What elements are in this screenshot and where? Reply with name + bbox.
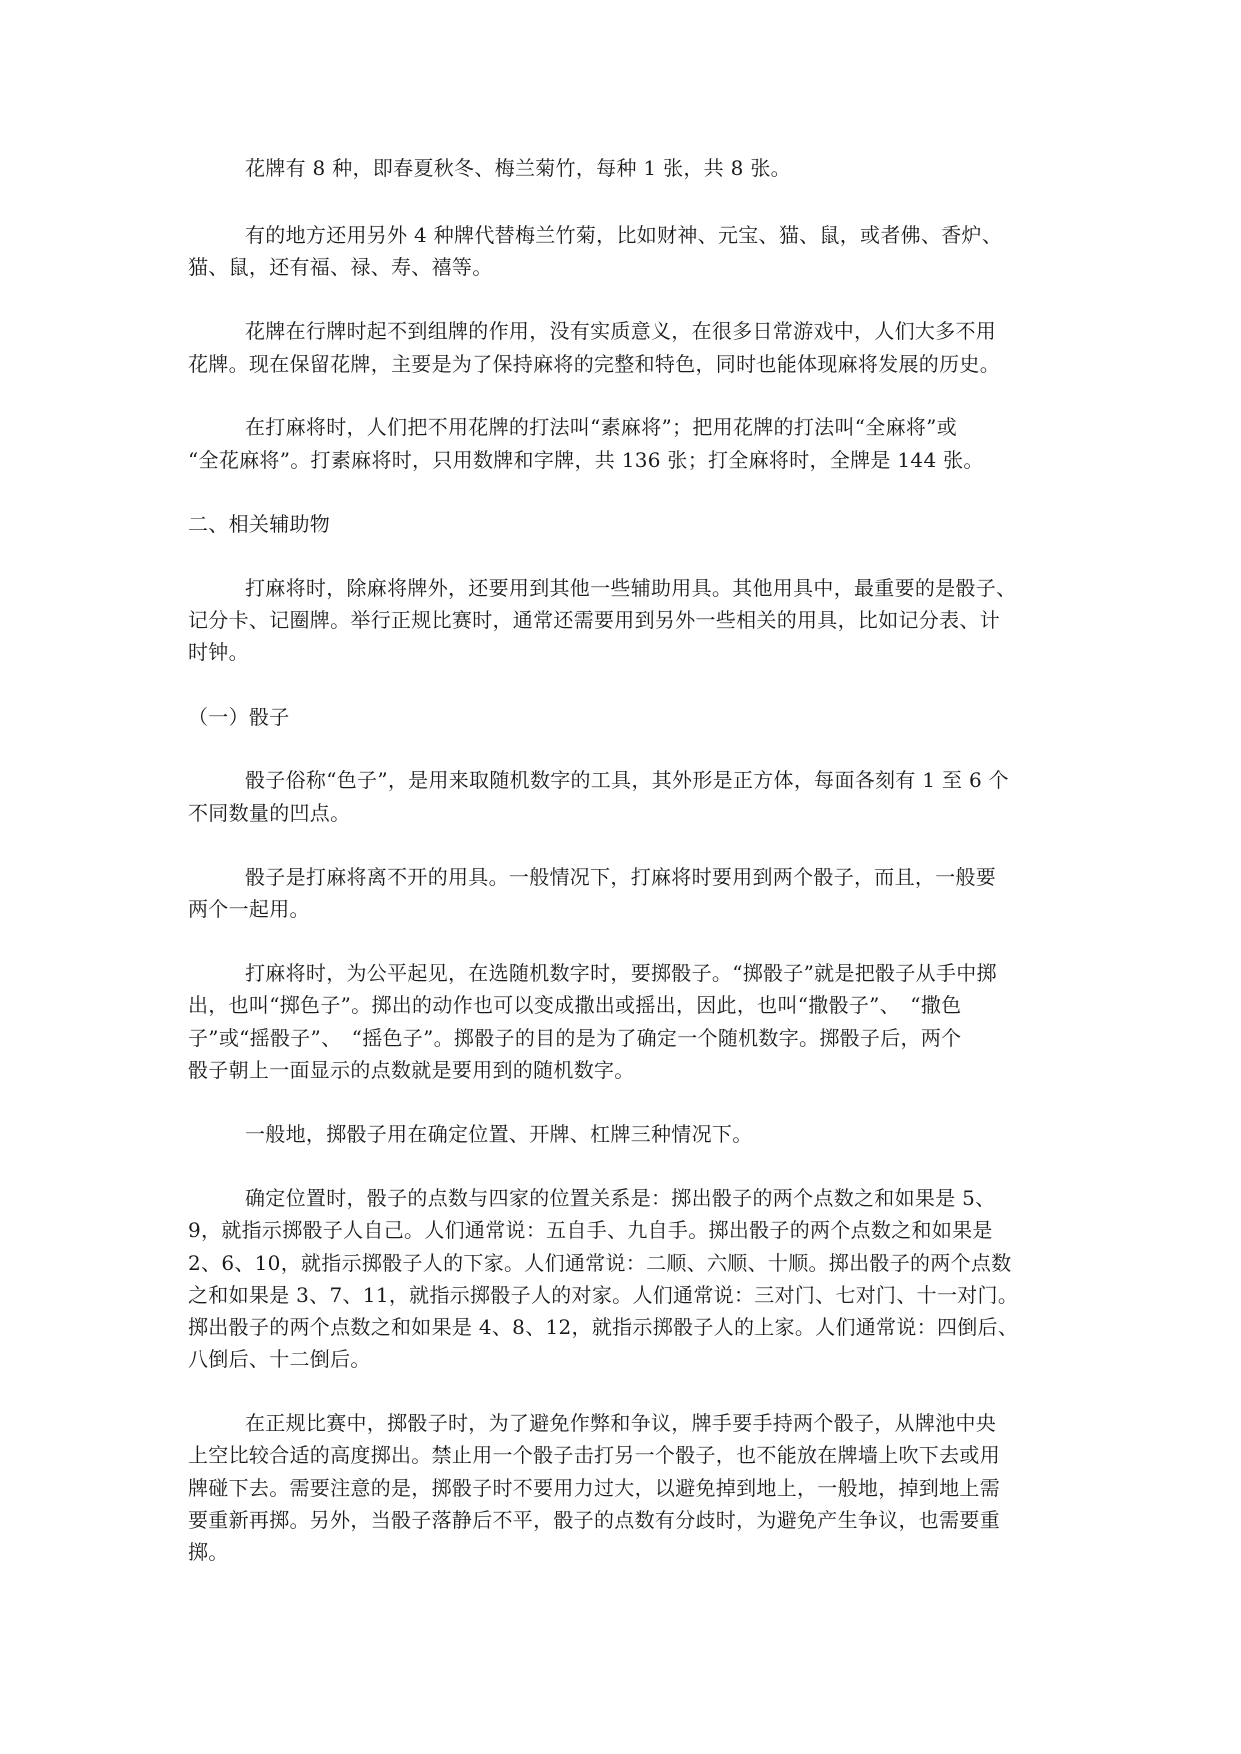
paragraph-line: 时钟。	[188, 640, 249, 664]
subsection-heading: （一）骰子	[188, 705, 290, 729]
paragraph-line: 掷出骰子的两个点数之和如果是 4、8、12，就指示掷骰子人的上家。人们通常说：四倒后、	[188, 1315, 1019, 1339]
paragraph-line: 9，就指示掷骰子人自己。人们通常说：五自手、九自手。掷出骰子的两个点数之和如果是	[188, 1218, 993, 1242]
paragraph-line: 牌碰下去。需要注意的是，掷骰子时不要用力过大，以避免掉到地上，一般地，掉到地上需	[188, 1476, 1000, 1500]
paragraph-line: 八倒后、十二倒后。	[188, 1347, 371, 1371]
paragraph-line: 花牌在行牌时起不到组牌的作用，没有实质意义，在很多日常游戏中，人们大多不用	[245, 319, 997, 343]
paragraph-line: 打麻将时，除麻将牌外，还要用到其他一些辅助用具。其他用具中，最重要的是骰子、	[245, 576, 1017, 600]
paragraph-line: 有的地方还用另外 4 种牌代替梅兰竹菊，比如财神、元宝、猫、鼠，或者佛、香炉、	[245, 223, 1003, 247]
paragraph-line: 上空比较合适的高度掷出。禁止用一个骰子击打另一个骰子，也不能放在牌墙上吹下去或用	[188, 1443, 1000, 1467]
paragraph-line: 猫、鼠，还有福、禄、寿、禧等。	[188, 255, 493, 279]
paragraph-line: 在打麻将时，人们把不用花牌的打法叫“素麻将”；把用花牌的打法叫“全麻将”或	[245, 415, 957, 439]
paragraph-line: 子”或“摇骰子”、 “摇色子”。掷骰子的目的是为了确定一个随机数字。掷骰子后，两个	[188, 1026, 962, 1050]
paragraph-line: 之和如果是 3、7、11，就指示掷骰子人的对家。人们通常说：三对门、七对门、十一对门。	[188, 1283, 1019, 1307]
paragraph-line: 掷。	[188, 1540, 229, 1564]
paragraph-line: 出，也叫“掷色子”。掷出的动作也可以变成撒出或摇出，因此，也叫“撒骰子”、 “撒色	[188, 993, 962, 1017]
paragraph-line: 骰子俗称“色子”，是用来取随机数字的工具，其外形是正方体，每面各刻有 1 至 6 个	[245, 768, 1009, 792]
paragraph-line: 骰子是打麻将离不开的用具。一般情况下，打麻将时要用到两个骰子，而且，一般要	[245, 865, 997, 889]
paragraph-line: 一般地，掷骰子用在确定位置、开牌、杠牌三种情况下。	[245, 1122, 753, 1146]
paragraph-line: 花牌有 8 种，即春夏秋冬、梅兰菊竹，每种 1 张，共 8 张。	[245, 156, 791, 180]
paragraph-line: 在正规比赛中，掷骰子时，为了避免作弊和争议，牌手要手持两个骰子，从牌池中央	[245, 1411, 997, 1435]
paragraph-line: 2、6、10，就指示掷骰子人的下家。人们通常说：二顺、六顺、十顺。掷出骰子的两个点数	[188, 1251, 1012, 1275]
paragraph-line: 两个一起用。	[188, 897, 310, 921]
paragraph-line: “全花麻将”。打素麻将时，只用数牌和字牌，共 136 张；打全麻将时，全牌是 144 张。	[188, 448, 984, 472]
section-heading: 二、相关辅助物	[188, 512, 331, 536]
paragraph-line: 确定位置时，骰子的点数与四家的位置关系是：掷出骰子的两个点数之和如果是 5、	[245, 1186, 996, 1210]
paragraph-line: 骰子朝上一面显示的点数就是要用到的随机数字。	[188, 1058, 635, 1082]
paragraph-line: 打麻将时，为公平起见，在选随机数字时，要掷骰子。“掷骰子”就是把骰子从手中掷	[245, 961, 997, 985]
paragraph-line: 花牌。现在保留花牌，主要是为了保持麻将的完整和特色，同时也能体现麻将发展的历史。	[188, 352, 1000, 376]
paragraph-line: 不同数量的凹点。	[188, 801, 351, 825]
paragraph-line: 记分卡、记圈牌。举行正规比赛时，通常还需要用到另外一些相关的用具，比如记分表、计	[188, 608, 1000, 632]
paragraph-line: 要重新再掷。另外，当骰子落静后不平，骰子的点数有分歧时，为避免产生争议，也需要重	[188, 1508, 1000, 1532]
